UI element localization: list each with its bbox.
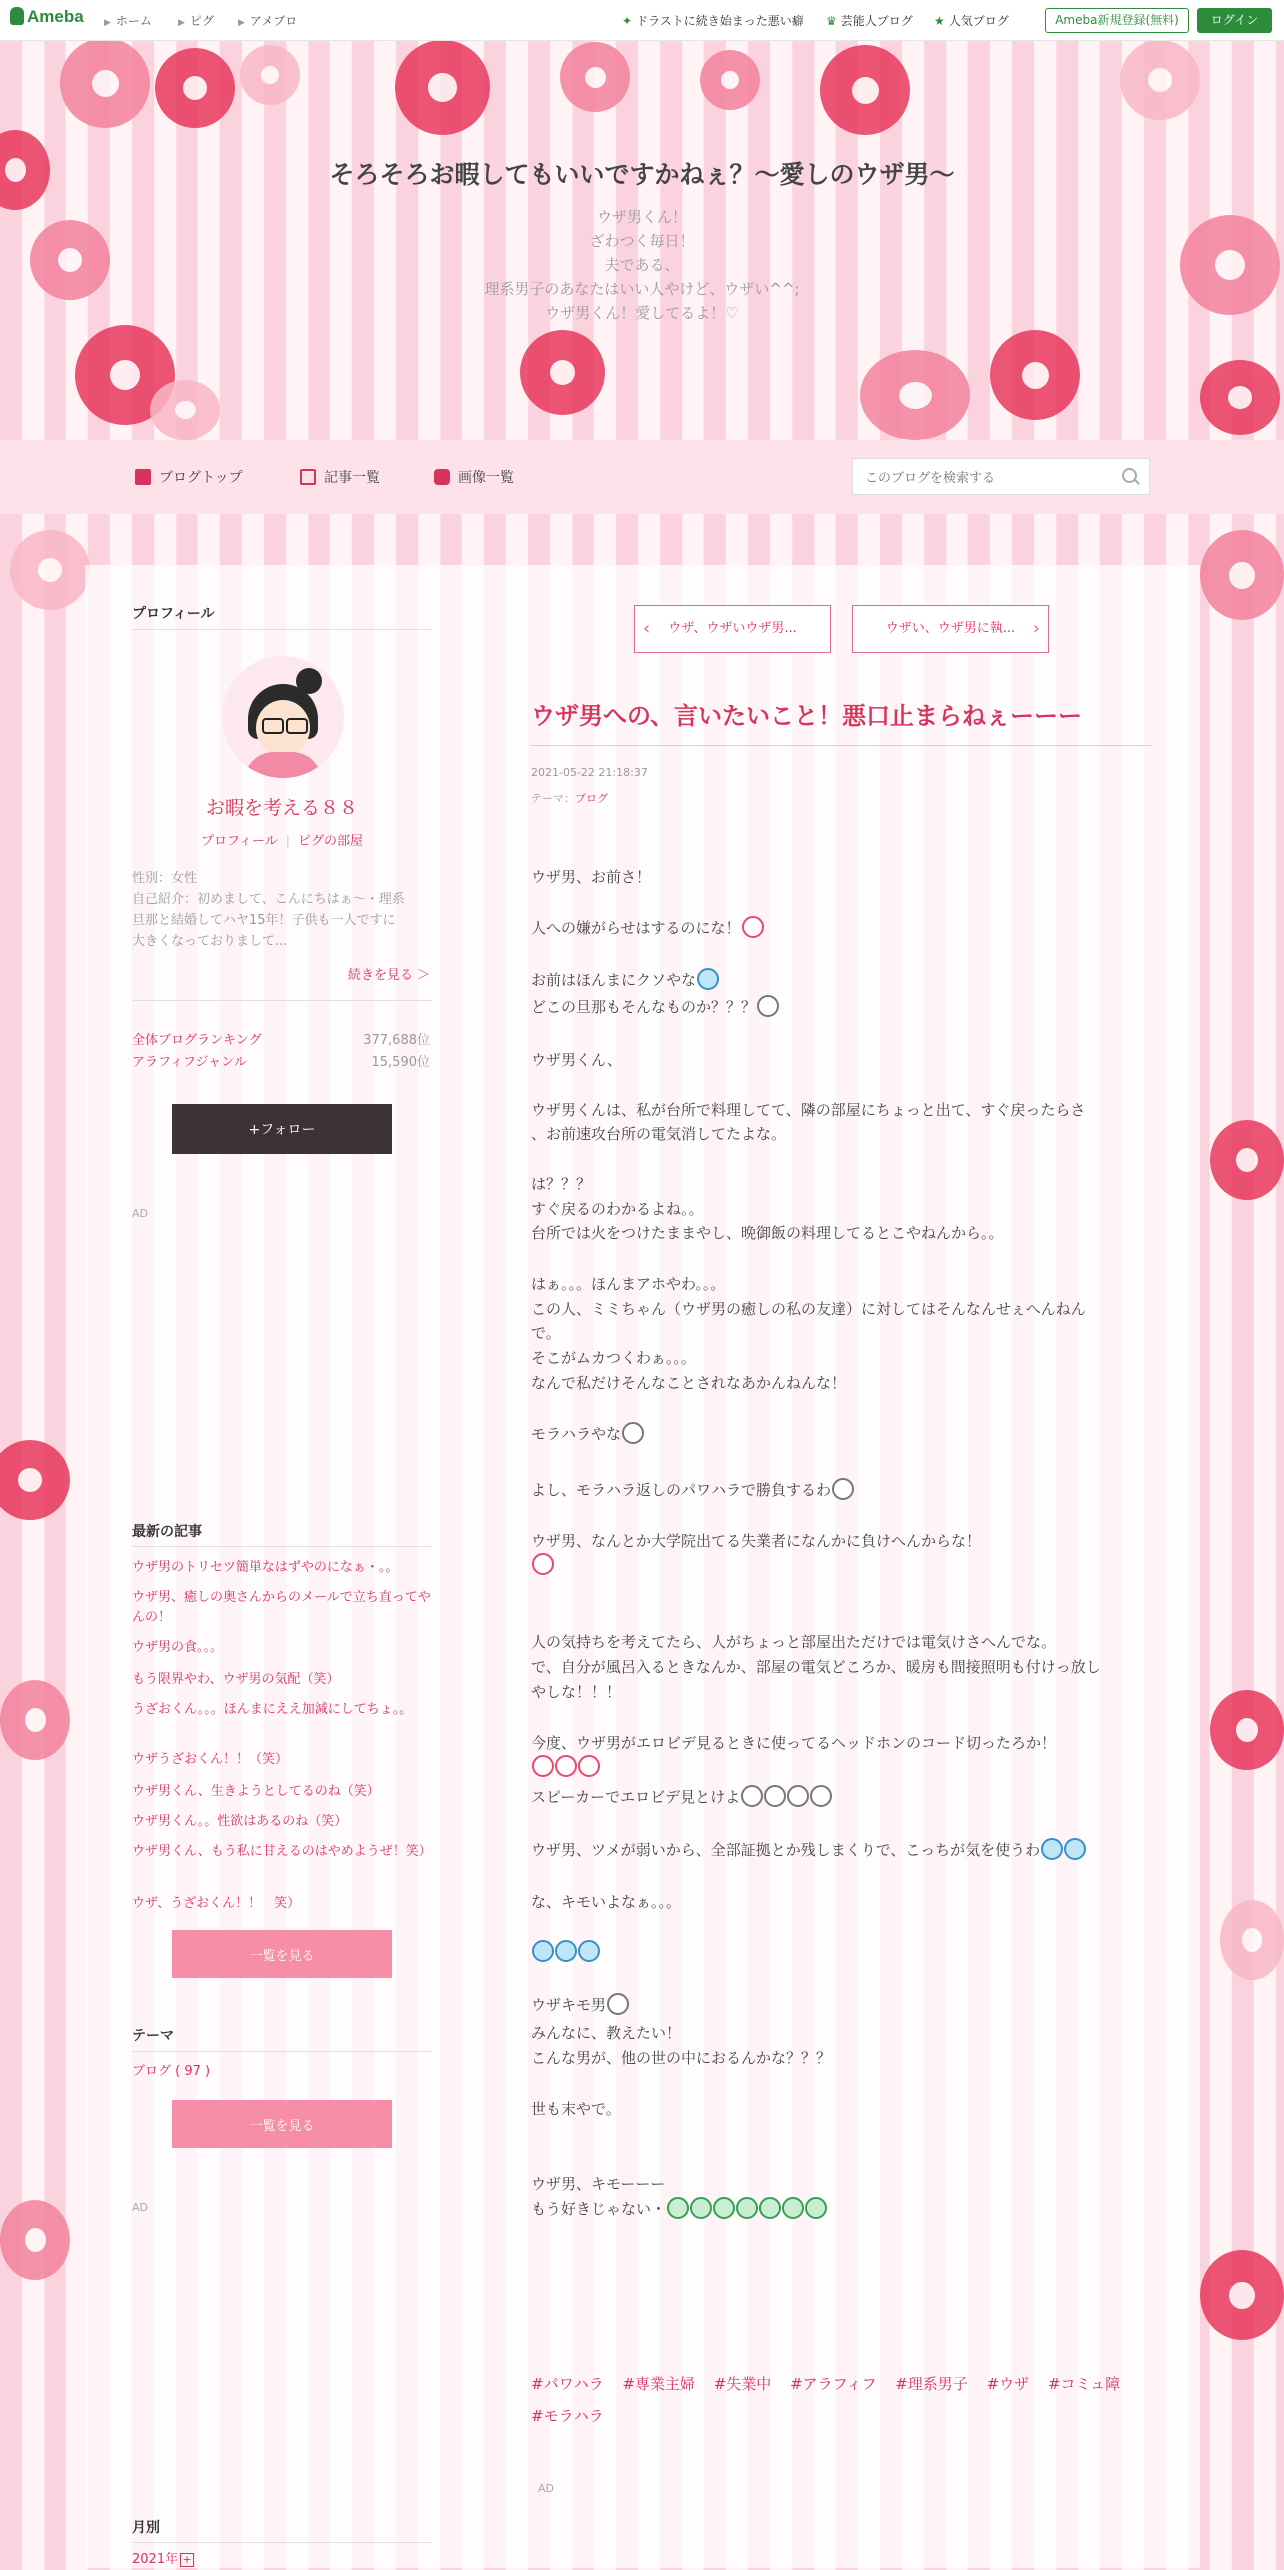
avatar[interactable] bbox=[222, 656, 344, 778]
search-input[interactable] bbox=[863, 467, 1107, 489]
divider bbox=[132, 2542, 432, 2543]
hashtag[interactable]: #コミュ障 bbox=[1047, 2375, 1121, 2393]
recent-item[interactable]: ウザ男の食。。。 bbox=[132, 1640, 224, 1655]
emoji-icon bbox=[532, 1940, 554, 1962]
hashtag[interactable]: #失業中 bbox=[713, 2375, 772, 2393]
hashtag[interactable]: #パワハラ bbox=[531, 2375, 604, 2393]
emoji-icon bbox=[578, 1940, 600, 1962]
recent-item[interactable]: ウザ男、癒しの奥さんからのメールで立ち直ってやんの！ bbox=[132, 1590, 431, 1625]
emoji-icon bbox=[697, 968, 719, 990]
recent-heading: 最新の記事 bbox=[132, 1524, 202, 1540]
divider bbox=[132, 2051, 432, 2052]
blog-nav bbox=[0, 440, 1284, 514]
emoji-icon bbox=[782, 2197, 804, 2219]
recent-item[interactable]: ウザ男くん。。性欲はあるのね（笑） bbox=[132, 1814, 348, 1829]
ranking-genre-label[interactable]: アラフィフジャンル bbox=[132, 1055, 247, 1070]
copy-icon bbox=[300, 469, 316, 485]
next-entry-button[interactable]: ウザい、ウザ男に執... › bbox=[852, 605, 1049, 653]
ranking-overall-label[interactable]: 全体ブログランキング bbox=[132, 1033, 262, 1048]
ad-label: AD bbox=[132, 1207, 148, 1220]
hashtag[interactable]: #アラフィフ bbox=[790, 2375, 877, 2393]
ad-label: AD bbox=[132, 2201, 148, 2214]
profile-link[interactable]: プロフィール bbox=[200, 834, 278, 849]
recent-item[interactable]: もう限界やわ、ウザ男の気配（笑） bbox=[132, 1672, 340, 1687]
emoji-icon bbox=[622, 1422, 644, 1444]
entry-title[interactable]: ウザ男への、言いたいこと！悪口止まらねぇーーー bbox=[531, 702, 1083, 730]
prev-entry-button[interactable]: ‹ ウザ、ウザいウザ男... bbox=[634, 605, 831, 653]
ad-label: AD bbox=[538, 2482, 554, 2495]
topnav-pigg[interactable]: ▶ ピグ bbox=[178, 14, 214, 28]
register-button[interactable]: Ameba新規登録(無料) bbox=[1045, 8, 1189, 33]
emoji-icon bbox=[713, 2197, 735, 2219]
emoji-icon bbox=[555, 1755, 577, 1777]
profile-heading: プロフィール bbox=[132, 606, 215, 622]
ranking-overall-value: 377,688位 bbox=[363, 1033, 430, 1048]
recent-item[interactable]: うざおくん。。。ほんまにええ加減にしてちょ。。 bbox=[132, 1702, 413, 1717]
emoji-icon bbox=[555, 1940, 577, 1962]
emoji-icon bbox=[805, 2197, 827, 2219]
monthly-heading: 月別 bbox=[132, 2520, 160, 2536]
theme-list-button[interactable]: 一覧を見る bbox=[172, 2100, 392, 2148]
profile-name[interactable]: お暇を考える８８ bbox=[205, 797, 358, 819]
hashtag[interactable]: #理系男子 bbox=[895, 2375, 968, 2393]
emoji-icon bbox=[759, 2197, 781, 2219]
login-button[interactable]: ログイン bbox=[1197, 8, 1272, 33]
hashtag[interactable]: #ウザ bbox=[986, 2375, 1030, 2393]
emoji-icon bbox=[757, 995, 779, 1017]
document-icon bbox=[135, 469, 151, 485]
camera-icon bbox=[434, 469, 450, 485]
divider bbox=[132, 1546, 432, 1547]
divider bbox=[132, 1000, 432, 1001]
recent-item[interactable]: ウザ男のトリセツ簡単なはずやのになぁ・。。 bbox=[132, 1560, 399, 1575]
emoji-icon bbox=[532, 1553, 554, 1575]
emoji-icon bbox=[736, 2197, 758, 2219]
emoji-icon bbox=[667, 2197, 689, 2219]
blog-description: ウザ男くん！ ざわつく毎日！ 夫である、 理系男子のあなたはいい人やけど、ウザい^^; ウザ男くん！愛してるよ！♡ bbox=[484, 208, 800, 322]
follow-button[interactable]: +フォロー bbox=[172, 1104, 392, 1154]
pigg-room-link[interactable]: ピグの部屋 bbox=[298, 834, 364, 849]
star-icon: ★ bbox=[934, 14, 945, 28]
sparkle-icon: ✦ bbox=[622, 14, 633, 28]
recent-item[interactable]: ウザ、うざおくん！！ 笑） bbox=[132, 1896, 301, 1911]
emoji-icon bbox=[1064, 1838, 1086, 1860]
theme-item[interactable]: ブログ ( 97 ) bbox=[132, 2064, 211, 2079]
topnav-ameblo[interactable]: ▶ アメブロ bbox=[238, 14, 298, 28]
ameba-frog-icon bbox=[10, 7, 24, 25]
recent-item[interactable]: ウザ男くん、生きようとしてるのね（笑） bbox=[132, 1784, 380, 1799]
emoji-icon bbox=[607, 1993, 629, 2015]
expand-icon: + bbox=[180, 2553, 194, 2567]
search-icon[interactable] bbox=[1122, 468, 1137, 483]
triangle-icon: ▶ bbox=[104, 18, 111, 28]
recent-item[interactable]: ウザ男くん、もう私に甘えるのはやめようぜ！笑） bbox=[132, 1844, 432, 1859]
emoji-icon bbox=[578, 1755, 600, 1777]
divider bbox=[132, 629, 432, 630]
theme-heading: テーマ bbox=[132, 2028, 174, 2044]
profile-links: プロフィール | ピグの部屋 bbox=[200, 834, 364, 849]
nav-entry-list[interactable]: 記事一覧 bbox=[300, 467, 380, 487]
topnav-home[interactable]: ▶ ホーム bbox=[104, 14, 152, 28]
crown-icon: ♛ bbox=[826, 14, 837, 28]
hashtag[interactable]: #モラハラ bbox=[531, 2407, 604, 2425]
emoji-icon bbox=[764, 1785, 786, 1807]
divider bbox=[531, 745, 1151, 746]
emoji-icon bbox=[787, 1785, 809, 1807]
entry-theme: テーマ：ブログ bbox=[531, 792, 608, 805]
ameba-logo[interactable]: Ameba bbox=[10, 7, 84, 27]
month-item[interactable]: 2021年 + bbox=[132, 2550, 432, 2570]
chevron-left-icon: ‹ bbox=[643, 618, 651, 639]
blog-search bbox=[852, 458, 1150, 495]
entry-date: 2021-05-22 21:18:37 bbox=[531, 766, 648, 779]
recent-list-button[interactable]: 一覧を見る bbox=[172, 1930, 392, 1978]
toplink-drama[interactable]: ✦ ドラストに続き始まった悪い癖 bbox=[622, 14, 804, 28]
emoji-icon bbox=[742, 916, 764, 938]
profile-intro: 性別：女性 自己紹介：初めまして、こんにちはぁ〜・理系 旦那と結婚してハヤ15年！子供も一人ですに 大きくなっておりまして... bbox=[132, 871, 405, 949]
emoji-icon bbox=[1041, 1838, 1063, 1860]
emoji-icon bbox=[690, 2197, 712, 2219]
theme-link[interactable]: ブログ bbox=[575, 792, 608, 805]
triangle-icon: ▶ bbox=[178, 18, 185, 28]
recent-item[interactable]: ウザうざおくん！！（笑） bbox=[132, 1752, 289, 1767]
emoji-icon bbox=[810, 1785, 832, 1807]
hashtag[interactable]: #専業主婦 bbox=[622, 2375, 695, 2393]
top-bar bbox=[0, 0, 1284, 41]
nav-blog-top[interactable]: ブログトップ bbox=[135, 467, 243, 487]
toplink-celebrity-blog[interactable]: ♛ 芸能人ブログ bbox=[826, 14, 913, 28]
hashtag-list bbox=[531, 2368, 1151, 2432]
triangle-icon: ▶ bbox=[238, 18, 245, 28]
read-more-link[interactable]: 続きを見る ＞ bbox=[347, 968, 430, 983]
nav-image-list[interactable]: 画像一覧 bbox=[434, 467, 514, 487]
chevron-right-icon: › bbox=[1032, 618, 1040, 639]
toplink-popular-blog[interactable]: ★ 人気ブログ bbox=[934, 14, 1009, 28]
emoji-icon bbox=[741, 1785, 763, 1807]
ranking-genre-value: 15,590位 bbox=[371, 1055, 430, 1070]
emoji-icon bbox=[532, 1755, 554, 1777]
emoji-icon bbox=[832, 1478, 854, 1500]
blog-title[interactable]: そろそろお暇してもいいですかねぇ？〜愛しのウザ男〜 bbox=[329, 160, 955, 189]
